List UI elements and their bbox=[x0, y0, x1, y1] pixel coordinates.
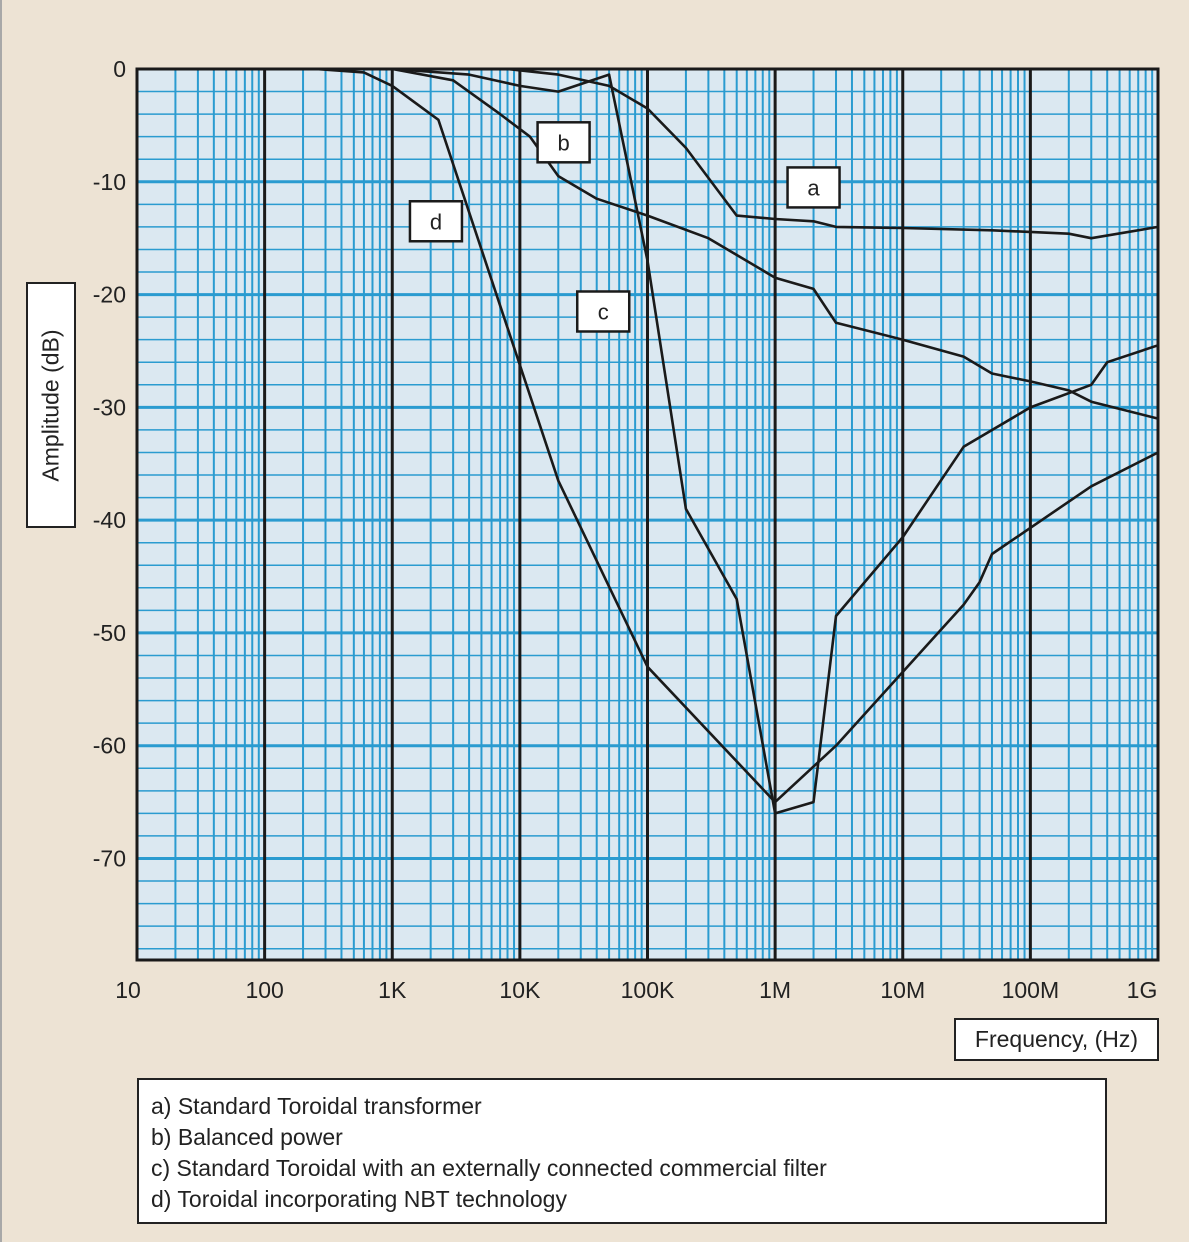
legend-entry-c: c) Standard Toroidal with an externally connected commercial filter bbox=[151, 1155, 827, 1181]
legend-entry-a: a) Standard Toroidal transformer bbox=[151, 1093, 482, 1119]
legend bbox=[137, 1078, 1107, 1224]
y-tick-label: -40 bbox=[92, 507, 126, 534]
series-label-b: b bbox=[557, 130, 570, 156]
y-tick-label: -60 bbox=[92, 732, 126, 759]
x-tick-label: 10 bbox=[115, 977, 141, 1003]
y-tick-label: -10 bbox=[92, 168, 126, 195]
x-tick-label: 100 bbox=[245, 977, 284, 1003]
y-tick-labels bbox=[93, 56, 126, 871]
y-axis-label bbox=[26, 282, 76, 528]
x-tick-label: 1G bbox=[1126, 977, 1158, 1003]
x-tick-label: 1K bbox=[378, 977, 407, 1003]
y-tick-label: 0 bbox=[113, 56, 126, 82]
series-label-c: c bbox=[597, 299, 609, 325]
x-tick-label: 100M bbox=[1001, 977, 1060, 1003]
series-label-d: d bbox=[429, 209, 443, 235]
y-tick-label: -20 bbox=[92, 281, 126, 308]
x-tick-label: 10K bbox=[499, 977, 541, 1003]
y-axis-label-text: Amplitude (dB) bbox=[37, 328, 64, 482]
y-tick-label: -50 bbox=[92, 619, 126, 646]
x-tick-labels bbox=[115, 977, 1157, 1003]
x-tick-label: 10M bbox=[880, 977, 926, 1003]
series-label-a: a bbox=[807, 175, 820, 201]
x-axis-label-text: Frequency, (Hz) bbox=[974, 1026, 1139, 1052]
legend-entry-d: d) Toroidal incorporating NBT technology bbox=[151, 1186, 567, 1212]
x-tick-label: 1M bbox=[759, 977, 792, 1003]
y-tick-label: -30 bbox=[92, 394, 126, 421]
x-axis-label bbox=[954, 1018, 1159, 1061]
y-tick-label: -70 bbox=[92, 845, 126, 872]
x-tick-label: 100K bbox=[620, 977, 675, 1003]
legend-entry-b: b) Balanced power bbox=[151, 1124, 343, 1150]
